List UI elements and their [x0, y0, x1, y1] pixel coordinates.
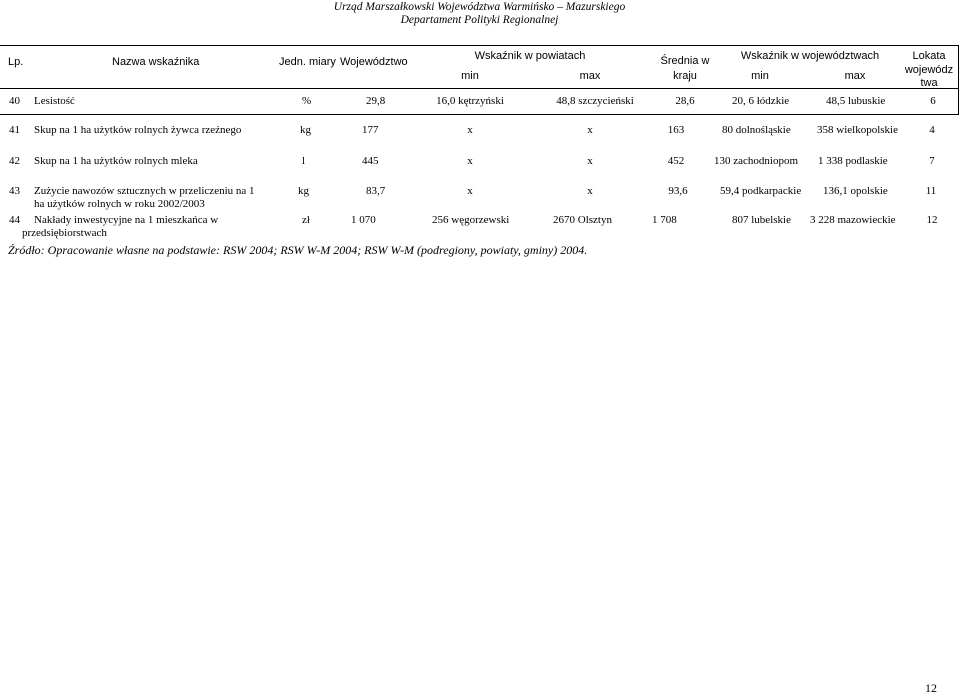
header-department: Departament Polityki Regionalnej — [400, 14, 559, 26]
cell-powiaty-min: 16,0 kętrzyński — [436, 95, 504, 107]
page-number: 12 — [925, 681, 937, 695]
cell-unit: l — [302, 155, 306, 167]
header-office: Urząd Marszałkowski Województwa Warmińsko – Mazurskiego — [333, 1, 626, 13]
cell-powiaty-min: x — [467, 124, 473, 136]
cell-wojew-max: 3 228 mazowieckie — [810, 214, 896, 226]
col-avg-line2: kraju — [673, 70, 697, 82]
col-powiaty: Wskaźnik w powiatach — [474, 50, 586, 62]
cell-avg: 1 708 — [652, 214, 677, 226]
cell-wojew-min: 20, 6 łódzkie — [732, 95, 790, 107]
cell-region: 29,8 — [366, 95, 386, 107]
cell-lp: 44 — [9, 214, 20, 226]
cell-powiaty-max: x — [587, 124, 593, 136]
cell-region: 1 070 — [351, 214, 376, 226]
col-avg: Średnia w — [660, 55, 710, 67]
cell-unit: zł — [302, 214, 310, 226]
cell-region: 83,7 — [366, 185, 386, 197]
row-border — [0, 114, 959, 115]
cell-wojew-max: 1 338 podlaskie — [818, 155, 888, 167]
cell-unit: kg — [298, 185, 309, 197]
col-wojew-max: max — [844, 70, 866, 82]
cell-lp: 43 — [9, 185, 20, 197]
cell-region: 177 — [362, 124, 379, 136]
cell-rank: 11 — [925, 185, 937, 197]
cell-wojew-max: 358 wielkopolskie — [817, 124, 898, 136]
cell-region: 445 — [362, 155, 379, 167]
cell-wojew-min: 807 lubelskie — [732, 214, 791, 226]
cell-powiaty-max: 48,8 szczycieński — [556, 95, 634, 107]
cell-name: Zużycie nawozów sztucznych w przeliczeniu na 1 — [34, 185, 255, 197]
col-rank-line2: wojewódz — [904, 64, 954, 76]
table-top-border — [0, 45, 959, 46]
cell-rank: 4 — [929, 124, 935, 136]
cell-avg: 452 — [667, 155, 685, 167]
col-name: Nazwa wskaźnika — [112, 56, 200, 68]
col-rank: Lokata — [912, 50, 946, 62]
cell-powiaty-min: 256 węgorzewski — [432, 214, 510, 226]
cell-name: Lesistość — [34, 95, 75, 107]
cell-powiaty-min: x — [467, 185, 473, 197]
col-unit: Jedn. miary — [279, 56, 336, 68]
cell-wojew-min: 80 dolnośląskie — [722, 124, 791, 136]
cell-lp: 41 — [9, 124, 20, 136]
cell-powiaty-max: 2670 Olsztyn — [553, 214, 612, 226]
cell-wojew-min: 59,4 podkarpackie — [720, 185, 802, 197]
cell-name: Skup na 1 ha użytków rolnych mleka — [34, 155, 198, 167]
cell-lp: 40 — [9, 95, 20, 107]
cell-name-line2: ha użytków rolnych w roku 2002/2003 — [34, 198, 205, 210]
cell-rank: 12 — [926, 214, 938, 226]
cell-wojew-min: 130 zachodniopom — [714, 155, 799, 167]
header-bottom-border — [0, 88, 959, 89]
cell-powiaty-min: x — [467, 155, 473, 167]
col-wojew-min: min — [751, 70, 769, 82]
col-lp: Lp. — [8, 56, 24, 68]
cell-name-line2: przedsiębiorstwach — [22, 227, 107, 239]
cell-powiaty-max: x — [587, 185, 593, 197]
cell-powiaty-max: x — [587, 155, 593, 167]
col-powiaty-max: max — [579, 70, 601, 82]
cell-rank: 6 — [930, 95, 936, 107]
col-rank-line3: twa — [920, 77, 938, 89]
col-powiaty-min: min — [461, 70, 479, 82]
cell-wojew-max: 48,5 lubuskie — [826, 95, 886, 107]
cell-wojew-max: 136,1 opolskie — [823, 185, 888, 197]
col-region: Województwo — [340, 56, 408, 68]
cell-unit: kg — [300, 124, 311, 136]
cell-lp: 42 — [9, 155, 20, 167]
cell-unit: % — [302, 95, 312, 107]
cell-name: Nakłady inwestycyjne na 1 mieszkańca w — [34, 214, 219, 226]
cell-name: Skup na 1 ha użytków rolnych żywca rzeźnego — [34, 124, 242, 136]
cell-avg: 163 — [667, 124, 685, 136]
cell-rank: 7 — [929, 155, 935, 167]
source-note: Źródło: Opracowanie własne na podstawie: RSW 2004; RSW W-M 2004; RSW W-M (podregiony, powiaty, gminy) 2004. — [8, 243, 588, 257]
cell-avg: 93,6 — [668, 185, 688, 197]
cell-avg: 28,6 — [675, 95, 695, 107]
col-wojew: Wskaźnik w województwach — [740, 50, 880, 62]
